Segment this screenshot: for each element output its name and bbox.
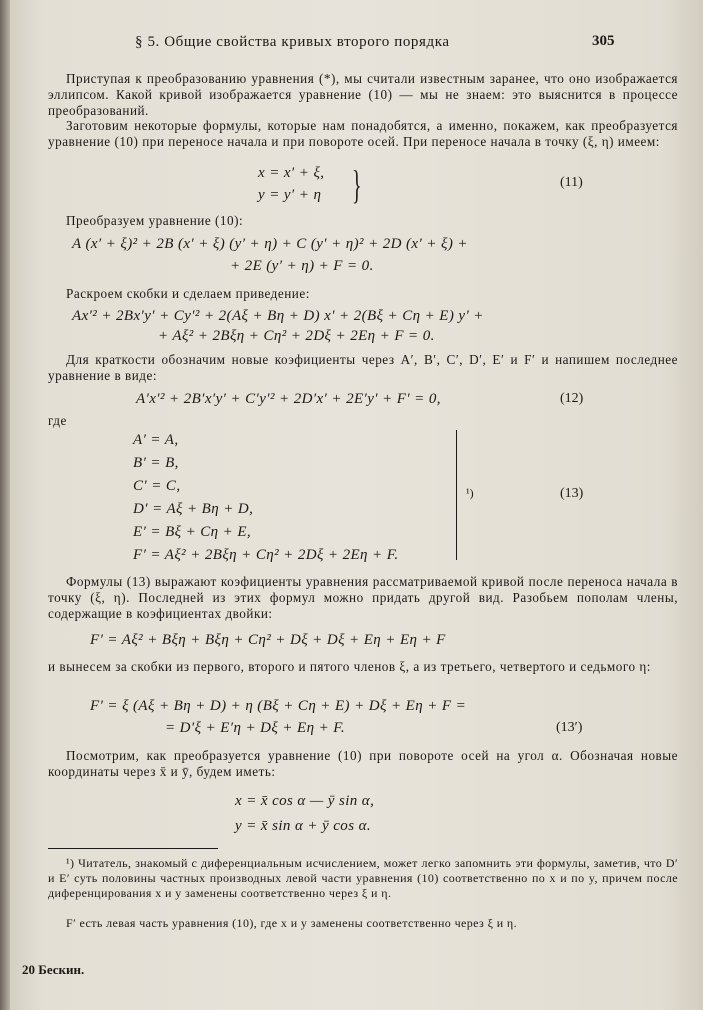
eqA-line2: + 2E (y′ + η) + F = 0. xyxy=(230,258,374,274)
eqA-line1: A (x′ + ξ)² + 2B (x′ + ξ) (y′ + η) + C (y′ + η)² + 2D (x′ + ξ) + xyxy=(72,236,468,252)
eqF: F′ = Aξ² + Bξη + Bξη + Cη² + Dξ + Dξ + Eη + Eη + F xyxy=(90,632,446,648)
eq13-line5: E′ = Bξ + Cη + E, xyxy=(133,524,252,540)
footnote-1: ¹) Читатель, знакомый с диференциальным исчислением, может легко запомнить эти формулы, заметив, что D′ и E′ суть половины частных производных левой части уравнения (10) соответственно по x и по y, причем после диференцирования x и y заменены соответственно через ξ и η. xyxy=(48,856,678,900)
footnote-2: F′ есть левая часть уравнения (10), где x и y заменены соответственно через ξ и η. xyxy=(66,916,518,930)
footnote-mark: ¹) xyxy=(466,486,474,500)
paragraph-6: Формулы (13) выражают коэфициенты уравнения рассматриваемой кривой после переноса начала в точку (ξ, η). Последней из этих формул можно придать другой вид. Разобьем пополам члены, содержащие в коэфициентах двойки: xyxy=(48,574,678,621)
word-gde: где xyxy=(48,413,67,428)
eq13p-line2: = D′ξ + E′η + Dξ + Eη + F. xyxy=(165,720,346,736)
eq13-line6: F′ = Aξ² + 2Bξη + Cη² + 2Dξ + 2Eη + F. xyxy=(133,547,399,563)
eq12: A′x′² + 2B′x′y′ + C′y′² + 2D′x′ + 2E′y′ + F′ = 0, xyxy=(136,391,441,407)
eq11-brace: } xyxy=(352,162,362,207)
eq13-line1: A′ = A, xyxy=(133,432,179,448)
eq11-number: (11) xyxy=(560,175,583,190)
paragraph-4: Раскроем скобки и сделаем приведение: xyxy=(66,286,310,301)
eq11-line1: x = x′ + ξ, xyxy=(258,165,325,181)
book-spine xyxy=(0,0,10,1010)
eq13p-number: (13′) xyxy=(556,720,583,735)
eqB-line2: + Aξ² + 2Bξη + Cη² + 2Dξ + 2Eη + F = 0. xyxy=(158,328,435,344)
eq13-line4: D′ = Aξ + Bη + D, xyxy=(133,501,254,517)
eqB-line1: Ax′² + 2Bx′y′ + Cy′² + 2(Aξ + Bη + D) x′ + 2(Bξ + Cη + E) y′ + xyxy=(72,308,484,324)
paragraph-7: и вынесем за скобки из первого, второго и пятого членов ξ, а из третьего, четвертого и седьмого η: xyxy=(48,659,651,674)
footnote-rule xyxy=(48,848,218,849)
eq13-line2: B′ = B, xyxy=(133,455,179,471)
eq13p-line1: F′ = ξ (Aξ + Bη + D) + η (Bξ + Cη + E) + Dξ + Eη + F = xyxy=(90,698,467,714)
paragraph-2: Заготовим некоторые формулы, которые нам понадобятся, а именно, покажем, как преобразуется уравнение (10) при переносе начала и при повороте осей. При переносе начала в точку (ξ, η) имеем: xyxy=(48,118,678,149)
page-number: 305 xyxy=(592,33,615,49)
printer-signature: 20 Бескин. xyxy=(22,962,85,977)
eq13-number: (13) xyxy=(560,486,584,501)
eq11-line2: y = y′ + η xyxy=(258,187,322,203)
eq12-number: (12) xyxy=(560,391,584,406)
paragraph-1: Приступая к преобразованию уравнения (*), мы считали известным заранее, что оно изображается эллипсом. Какой кривой изображается уравнение (10) — мы не знаем: это выяснится в процессе преобразований. xyxy=(48,71,678,118)
eqRot-line1: x = x̄ cos α — ȳ sin α, xyxy=(235,793,375,809)
paragraph-3: Преобразуем уравнение (10): xyxy=(66,213,244,228)
paragraph-8: Посмотрим, как преобразуется уравнение (10) при повороте осей на угол α. Обозначая новые координаты через x̄ и ȳ, будем иметь: xyxy=(48,748,678,779)
running-title: § 5. Общие свойства кривых второго порядка xyxy=(135,34,450,50)
eqRot-line2: y = x̄ sin α + ȳ cos α. xyxy=(235,818,372,834)
eq13-line3: C′ = C, xyxy=(133,478,181,494)
paragraph-5: Для краткости обозначим новые коэфициенты через A′, B′, C′, D′, E′ и F′ и напишем последнее уравнение в виде: xyxy=(48,352,678,383)
eq13-bracket xyxy=(456,430,457,560)
